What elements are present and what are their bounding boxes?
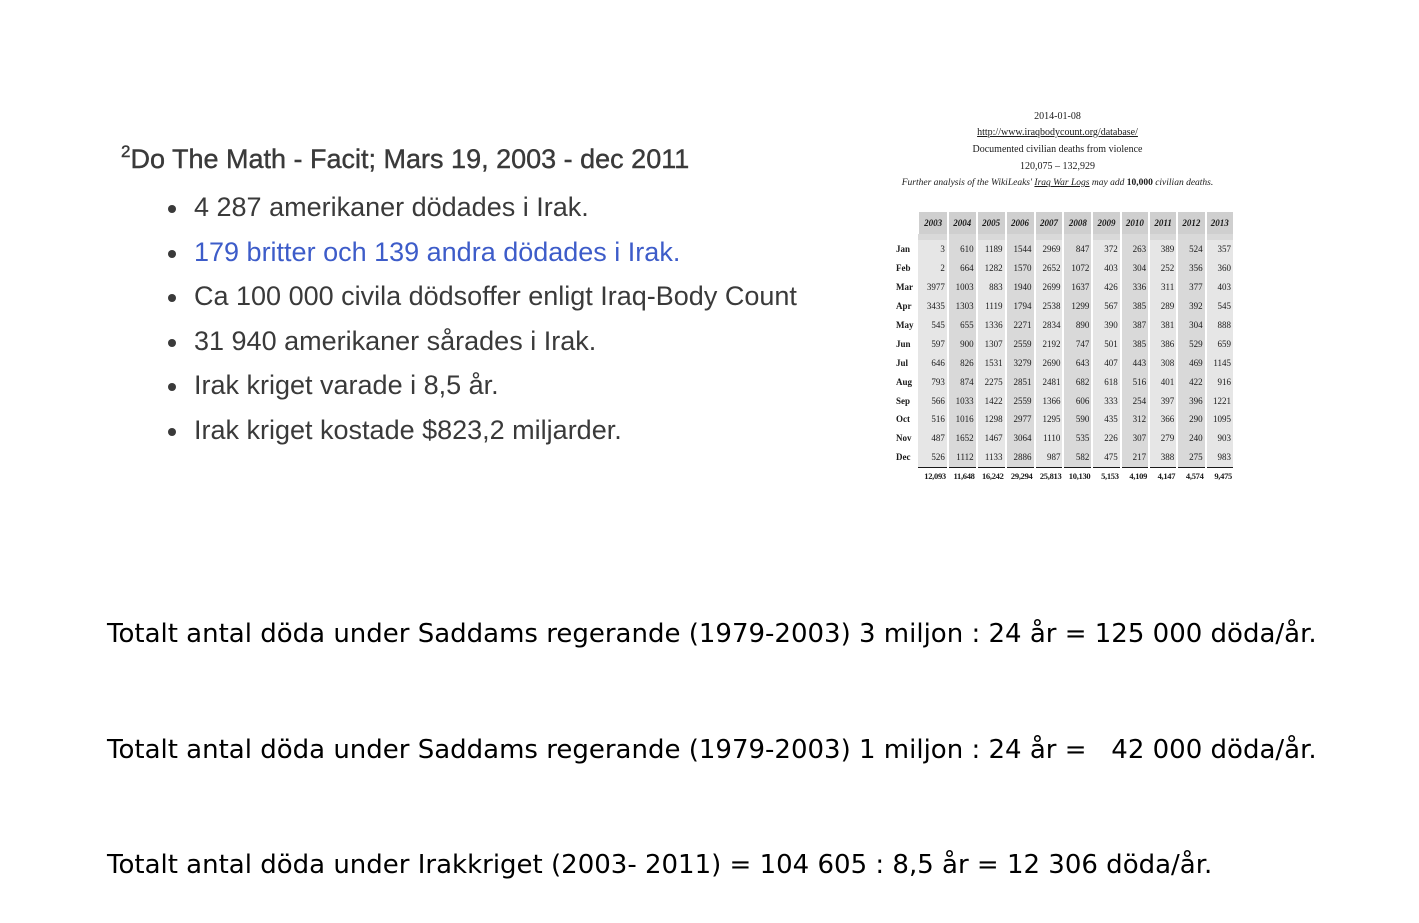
table-cell: 469 [1177,353,1205,372]
total-cell: 29,294 [1006,467,1035,484]
table-cell: 590 [1063,410,1092,429]
table-cell: 3977 [918,278,948,297]
month-label: Jun [896,338,911,349]
table-cell: 2690 [1035,353,1064,372]
table-row [894,278,1234,297]
table-cell: 304 [1177,316,1205,335]
note-bold: 10,000 [1126,178,1153,188]
table-cell: 1189 [977,240,1006,259]
table-cell: 2559 [1006,334,1035,353]
table-cell: 360 [1206,259,1234,278]
table-cell: 336 [1121,278,1149,297]
slide-title [121,144,689,175]
table-cell: 606 [1063,391,1092,410]
table-cell: 1133 [977,448,1006,467]
table-cell: 356 [1177,259,1205,278]
table-cell: 308 [1149,353,1177,372]
month-label: Jan [896,244,911,255]
table-cell: 1544 [1006,240,1035,259]
table-cell: 390 [1092,316,1120,335]
table-row [894,372,1234,391]
year-header: 2013 [1206,212,1234,234]
year-header: 2004 [948,212,977,234]
table-cell: 597 [918,334,948,353]
table-cell: 2538 [1035,297,1064,316]
table-cell: 501 [1092,334,1120,353]
table-cell: 1422 [977,391,1006,410]
table-cell: 397 [1149,391,1177,410]
table-cell: 2481 [1035,372,1064,391]
table-cell: 1940 [1006,278,1035,297]
table-cell: 279 [1149,429,1177,448]
table-cell: 381 [1149,316,1177,335]
table-cell: 1110 [1035,429,1064,448]
month-label: Apr [896,301,912,312]
table-cell: 526 [918,448,948,467]
table-cell: 2652 [1035,259,1064,278]
table-cell: 254 [1121,391,1149,410]
table-cell: 826 [948,353,977,372]
note-link: Iraq War Logs [1034,178,1090,188]
table-cell: 435 [1092,410,1120,429]
table-cell: 1112 [948,448,977,467]
total-cell: 12,093 [918,467,948,484]
table-row [894,316,1234,335]
list-item: Irak kriget kostade $823,2 miljarder. [168,411,797,456]
table-cell: 2271 [1006,316,1035,335]
table-cell: 659 [1206,334,1234,353]
table-row [894,297,1234,316]
wikileaks-note [880,178,1235,188]
table-cell: 2969 [1035,240,1064,259]
table-cell: 900 [948,334,977,353]
table-cell: 1298 [977,410,1006,429]
table-cell: 252 [1149,259,1177,278]
table-cell: 2275 [977,372,1006,391]
table-cell: 1016 [948,410,977,429]
table-cell: 567 [1092,297,1120,316]
table-cell: 389 [1149,240,1177,259]
table-cell: 240 [1177,429,1205,448]
month-label: Aug [896,376,913,387]
table-cell: 3 [918,240,948,259]
table-cell: 307 [1121,429,1149,448]
table-cell: 290 [1177,410,1205,429]
month-rows [894,234,1234,467]
table-cell: 392 [1177,297,1205,316]
table-cell: 311 [1149,278,1177,297]
note-text: may add [1089,178,1127,188]
table-cell: 566 [918,391,948,410]
table-cell: 1467 [977,429,1006,448]
table-cell: 535 [1063,429,1092,448]
monthly-deaths-table [894,212,1235,484]
table-cell: 333 [1092,391,1120,410]
table-cell: 1303 [948,297,977,316]
table-cell: 610 [948,240,977,259]
calculation-line: Totalt antal döda under Irakkriget (2003- 2011) = 104 605 : 8,5 år = 12 306 döda/år. [107,850,1213,880]
table-cell: 2192 [1035,334,1064,353]
table-cell: 3064 [1006,429,1035,448]
table-cell: 916 [1206,372,1234,391]
year-header: 2012 [1177,212,1205,234]
table-cell: 2559 [1006,391,1035,410]
table-cell: 524 [1177,240,1205,259]
table-cell: 387 [1121,316,1149,335]
table-cell: 377 [1177,278,1205,297]
table-cell: 888 [1206,316,1234,335]
calculation-line: Totalt antal döda under Saddams regerande (1979-2003) 3 miljon : 24 år = 125 000 döda/år. [107,619,1317,649]
table-cell: 372 [1092,240,1120,259]
year-header: 2010 [1121,212,1149,234]
table-cell: 407 [1092,353,1120,372]
table-cell: 2977 [1006,410,1035,429]
table-cell: 545 [1206,297,1234,316]
table-cell: 582 [1063,448,1092,467]
year-header: 2005 [977,212,1006,234]
table-cell: 2886 [1006,448,1035,467]
table-cell: 1119 [977,297,1006,316]
month-label: Feb [896,263,911,274]
year-header: 2007 [1035,212,1064,234]
month-label: May [896,320,914,330]
totals-row [894,467,1234,484]
table-cell: 529 [1177,334,1205,353]
table-cell: 217 [1121,448,1149,467]
list-item: 4 287 amerikaner dödades i Irak. [168,188,797,233]
table-cell: 1570 [1006,259,1035,278]
year-header-row [894,212,1234,234]
total-cell: 9,475 [1206,467,1234,484]
table-cell: 312 [1121,410,1149,429]
table-cell: 1307 [977,334,1006,353]
year-header: 2009 [1092,212,1120,234]
total-cell: 11,648 [948,467,977,484]
table-cell: 682 [1063,372,1092,391]
table-cell: 366 [1149,410,1177,429]
table-cell: 443 [1121,353,1149,372]
total-cell: 10,130 [1063,467,1092,484]
table-cell: 426 [1092,278,1120,297]
month-label: Nov [896,433,912,444]
year-header: 2011 [1149,212,1177,234]
table-cell: 1794 [1006,297,1035,316]
footnote-marker: 2 [121,142,131,161]
table-corner [894,212,918,234]
table-row [894,429,1234,448]
table-cell: 3279 [1006,353,1035,372]
table-cell: 883 [977,278,1006,297]
year-header: 2006 [1006,212,1035,234]
table-cell: 1295 [1035,410,1064,429]
year-header: 2008 [1063,212,1092,234]
table-cell: 388 [1149,448,1177,467]
table-row [894,410,1234,429]
total-cell: 4,574 [1177,467,1205,484]
table-cell: 2851 [1006,372,1035,391]
table-cell: 874 [948,372,977,391]
month-label: Dec [896,452,911,463]
table-date: 2014-01-08 [1034,111,1081,122]
table-cell: 1003 [948,278,977,297]
calculation-line: Totalt antal döda under Saddams regerande (1979-2003) 1 miljon : 24 år = 42 000 döda/år. [107,734,1317,765]
year-header: 2003 [918,212,948,234]
table-row [894,391,1234,410]
table-row [894,448,1234,467]
table-cell: 643 [1063,353,1092,372]
table-row [894,353,1234,372]
totals-corner [894,467,918,484]
table-cell: 403 [1206,278,1234,297]
table-cell: 655 [948,316,977,335]
table-cell: 1145 [1206,353,1234,372]
table-cell: 226 [1092,429,1120,448]
month-label: Jul [896,357,909,368]
note-text: Further analysis of the WikiLeaks' [901,178,1035,188]
table-cell: 386 [1149,334,1177,353]
death-range: 120,075 – 132,929 [1020,161,1095,172]
list-item: 179 britter och 139 andra dödades i Irak. [168,233,797,278]
table-cell: 516 [1121,372,1149,391]
table-cell: 516 [918,410,948,429]
table-cell: 275 [1177,448,1205,467]
iraq-body-count-table-image [880,108,1235,488]
table-cell: 793 [918,372,948,391]
total-cell: 4,147 [1149,467,1177,484]
table-cell: 1531 [977,353,1006,372]
table-cell: 847 [1063,240,1092,259]
total-cell: 25,813 [1035,467,1064,484]
table-cell: 987 [1035,448,1064,467]
table-cell: 357 [1206,240,1234,259]
table-cell: 664 [948,259,977,278]
table-cell: 1652 [948,429,977,448]
table-cell: 545 [918,316,948,335]
table-cell: 747 [1063,334,1092,353]
total-cell: 5,153 [1092,467,1120,484]
table-cell: 3435 [918,297,948,316]
table-cell: 1072 [1063,259,1092,278]
table-cell: 1221 [1206,391,1234,410]
table-cell: 2699 [1035,278,1064,297]
table-cell: 475 [1092,448,1120,467]
list-item: Irak kriget varade i 8,5 år. [168,366,797,411]
table-row [894,334,1234,353]
calculations [107,538,1317,923]
table-cell: 487 [918,429,948,448]
table-caption: Documented civilian deaths from violence [972,144,1143,155]
table-cell: 1336 [977,316,1006,335]
table-cell: 385 [1121,334,1149,353]
table-cell: 304 [1121,259,1149,278]
source-url: http://www.iraqbodycount.org/database/ [977,127,1138,138]
list-item: Ca 100 000 civila dödsoffer enligt Iraq-Body Count [168,277,797,322]
table-cell: 263 [1121,240,1149,259]
table-cell: 618 [1092,372,1120,391]
slide-title-text: Do The Math - Facit; Mars 19, 2003 - dec 2011 [130,144,690,174]
note-text: civilian deaths. [1152,178,1214,188]
month-label: Oct [896,414,910,425]
table-cell: 1282 [977,259,1006,278]
table-cell: 983 [1206,448,1234,467]
total-cell: 16,242 [977,467,1006,484]
table-cell: 385 [1121,297,1149,316]
table-cell: 396 [1177,391,1205,410]
table-row [894,259,1234,278]
table-cell: 403 [1092,259,1120,278]
table-cell: 289 [1149,297,1177,316]
month-label: Mar [896,282,913,293]
facts-list [168,188,797,456]
table-cell: 2 [918,259,948,278]
table-cell: 890 [1063,316,1092,335]
table-row [894,240,1234,259]
table-cell: 2834 [1035,316,1064,335]
table-cell: 422 [1177,372,1205,391]
month-label: Sep [896,395,911,406]
table-cell: 401 [1149,372,1177,391]
table-cell: 646 [918,353,948,372]
table-cell: 1299 [1063,297,1092,316]
list-item: 31 940 amerikaner sårades i Irak. [168,322,797,367]
table-cell: 1637 [1063,278,1092,297]
table-cell: 1366 [1035,391,1064,410]
total-cell: 4,109 [1121,467,1149,484]
table-cell: 1033 [948,391,977,410]
table-cell: 1095 [1206,410,1234,429]
table-cell: 903 [1206,429,1234,448]
